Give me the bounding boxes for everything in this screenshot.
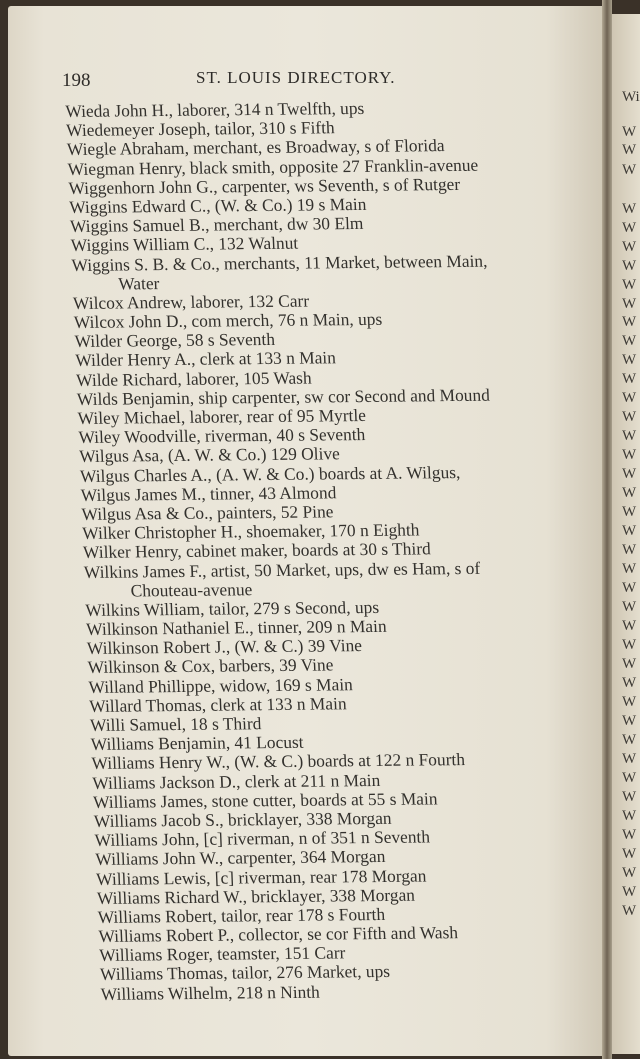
next-page-letter: W (622, 220, 637, 236)
next-page-letter: W (622, 409, 637, 425)
directory-entry: Williams Robert P., collector, se cor Fifth and Wash (98, 922, 459, 947)
directory-entry: Williams Benjamin, 41 Locust (90, 731, 304, 755)
directory-entries (65, 98, 517, 1004)
next-page-letter: W (622, 580, 637, 596)
next-page-letter: W (622, 865, 637, 881)
next-page-letter: W (622, 428, 637, 444)
next-page-letter: W (622, 675, 637, 691)
directory-entry: Wiley Woodville, riverman, 40 s Seventh (78, 424, 366, 448)
directory-entry: Wilgus Charles A., (A. W. & Co.) boards at A. Wilgus, (79, 461, 461, 486)
directory-entry: Wilkinson Nathaniel E., tinner, 209 n Main (85, 615, 387, 640)
next-page-letter: W (622, 523, 637, 539)
next-page-letter: W (622, 903, 637, 919)
directory-entry: Wiggenhorn John G., carpenter, ws Seventh, s of Rutger (68, 173, 461, 198)
page-title: ST. LOUIS DIRECTORY. (196, 68, 396, 87)
next-page-letter: W (622, 333, 637, 349)
next-page-letter: W (622, 827, 637, 843)
directory-entry: Wilkinson Robert J., (W. & C.) 39 Vine (86, 635, 363, 659)
directory-entry: Williams Robert, tailor, rear 178 s Fourth (97, 903, 386, 927)
next-page-letter: W (622, 656, 637, 672)
next-page-letter: W (622, 352, 637, 368)
directory-entry: Williams Richard W., bricklayer, 338 Morgan (96, 884, 416, 908)
directory-entry: Wiley Michael, laborer, rear of 95 Myrtle (77, 404, 367, 428)
directory-entry: Wilgus Asa & Co., painters, 52 Pine (81, 501, 334, 524)
directory-entry: Wiegle Abraham, merchant, es Broadway, s of Florida (66, 135, 445, 160)
next-page-letter: W (622, 314, 637, 330)
directory-entry: Wiegman Henry, black smith, opposite 27 Franklin-avenue (67, 154, 479, 179)
next-page-letter: W (622, 162, 637, 178)
next-page-letter: W (622, 371, 637, 387)
next-page-letter: W (622, 618, 637, 634)
next-page-letter: W (622, 599, 637, 615)
directory-entry: Wilkins William, tailor, 279 s Second, ups (84, 596, 380, 620)
entry-continuation: Chouteau-avenue (130, 578, 253, 601)
directory-entry: Wilde Richard, laborer, 105 Wash (75, 367, 312, 390)
directory-entry: Williams James, stone cutter, boards at 55 s Main (92, 788, 438, 812)
next-page-letter: W (622, 142, 637, 158)
next-page-letter: W (622, 239, 637, 255)
directory-entry: Wilkins James F., artist, 50 Market, ups, dw es Ham, s of (83, 557, 481, 582)
entry-continuation: Water (117, 272, 160, 294)
next-page-letter: W (622, 808, 637, 824)
directory-entry: Wilkinson & Cox, barbers, 39 Vine (87, 654, 334, 678)
directory-entry: Wilder George, 58 s Seventh (74, 329, 276, 352)
directory-entry: Williams Jackson D., clerk at 211 n Main (91, 769, 381, 793)
directory-entry: Williams Henry W., (W. & C.) boards at 122 n Fourth (91, 749, 466, 774)
directory-entry: Wiggins William C., 132 Walnut (70, 232, 299, 256)
page-number: 198 (62, 70, 91, 91)
directory-entry: Wilgus James M., tinner, 43 Almond (80, 482, 337, 505)
directory-entry: Williams Wilhelm, 218 n Ninth (100, 981, 321, 1004)
next-page-letter: W (622, 846, 637, 862)
directory-entry: Wilder Henry A., clerk at 133 n Main (74, 347, 337, 371)
next-page-letter: W (622, 124, 637, 140)
next-page-letter: W (622, 713, 637, 729)
directory-entry: Williams John, [c] riverman, n of 351 n Seventh (94, 826, 431, 851)
directory-entry: Wiggins Samuel B., merchant, dw 30 Elm (69, 213, 364, 237)
next-page-letter: W (622, 447, 637, 463)
directory-entry: Wilds Benjamin, ship carpenter, sw cor Second and Mound (76, 384, 491, 409)
next-page-letter: W (622, 390, 637, 406)
directory-entry: Wilker Christopher H., shoemaker, 170 n Eighth (81, 519, 420, 544)
next-page-letter: W (622, 884, 637, 900)
directory-entry: Wiggins S. B. & Co., merchants, 11 Market, between Main, (71, 250, 488, 275)
next-page-letter: W (622, 542, 637, 558)
directory-entry: Williams Thomas, tailor, 276 Market, ups (99, 961, 391, 985)
next-page-letter: W (622, 637, 637, 653)
next-page-letter: W (622, 751, 637, 767)
next-page-letter: Wi (622, 89, 640, 105)
next-page-letter: W (622, 732, 637, 748)
next-page-letter: W (622, 466, 637, 482)
directory-entry: Willard Thomas, clerk at 133 n Main (88, 693, 347, 716)
directory-entry: Willand Phillippe, widow, 169 s Main (88, 673, 354, 697)
book-gutter (602, 0, 612, 1059)
next-page-letter: W (622, 504, 637, 520)
next-page-edge (612, 14, 640, 1054)
next-page-letter: W (622, 770, 637, 786)
directory-entry: Wilker Henry, cabinet maker, boards at 30 s Third (82, 538, 432, 563)
directory-entry: Wiggins Edward C., (W. & Co.) 19 s Main (68, 193, 367, 217)
next-page-letter: W (622, 485, 637, 501)
next-page-letter: W (622, 561, 637, 577)
directory-entry: Williams John W., carpenter, 364 Morgan (95, 846, 386, 870)
next-page-letter: W (622, 277, 637, 293)
page-header (8, 68, 606, 92)
next-page-letter: W (622, 258, 637, 274)
directory-entry: Williams Roger, teamster, 151 Carr (98, 942, 346, 966)
next-page-letter: W (622, 296, 637, 312)
next-page-letter: W (622, 694, 637, 710)
directory-entry: Wieda John H., laborer, 314 n Twelfth, ups (64, 97, 365, 121)
directory-entry: Wilcox Andrew, laborer, 132 Carr (72, 290, 310, 313)
directory-entry: Wiedemeyer Joseph, tailor, 310 s Fifth (65, 117, 336, 141)
next-page-letter: W (622, 201, 637, 217)
directory-entry: Willi Samuel, 18 s Third (89, 713, 262, 735)
next-page-letter: W (622, 789, 637, 805)
directory-page (8, 6, 606, 1056)
directory-entry: Williams Jacob S., bricklayer, 338 Morgan (93, 807, 392, 831)
directory-entry: Williams Lewis, [c] riverman, rear 178 Morgan (95, 864, 427, 889)
directory-entry: Wilcox John D., com merch, 76 n Main, ups (73, 308, 383, 333)
directory-entry: Wilgus Asa, (A. W. & Co.) 129 Olive (78, 443, 341, 467)
